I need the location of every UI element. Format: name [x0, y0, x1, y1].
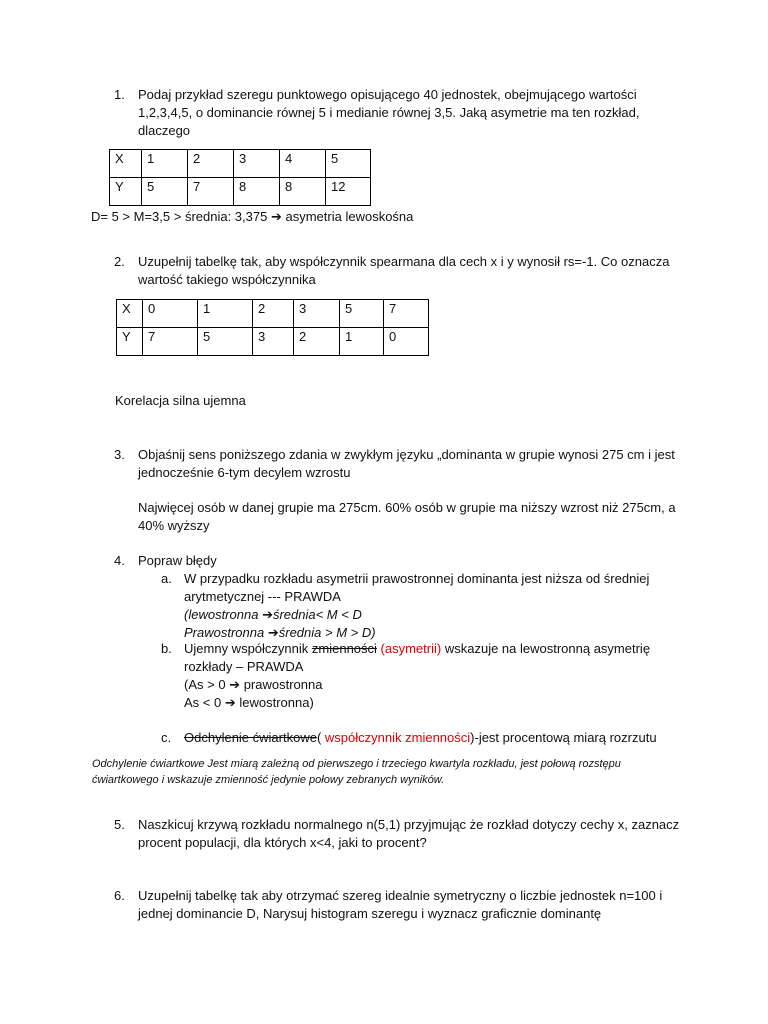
q4a-italic1-post: średnia< M < D	[272, 607, 362, 622]
arrow-icon: ➔	[229, 677, 241, 692]
q4b-pre: Ujemny współczynnik	[184, 641, 309, 656]
arrow-icon: ➔	[262, 607, 273, 622]
q1-line1: Podaj przykład szeregu punktowego opisującego 40 jednostek, obejmującego wartości	[138, 87, 637, 102]
q4b-line4	[184, 694, 704, 712]
q4b-correction: (asymetrii)	[380, 641, 442, 656]
q1-text	[138, 86, 698, 140]
q6-line1: Uzupełnij tabelkę tak aby otrzymać szereg idealnie symetryczny o liczbie jednostek n=100 i	[138, 888, 663, 903]
q4-note	[92, 756, 692, 788]
table-cell: 5	[142, 178, 188, 206]
arrow-icon: ➔	[224, 695, 236, 710]
q4b-line2: rozkłady – PRAWDA	[184, 659, 304, 674]
table-cell: 3	[294, 300, 340, 328]
q4b-struck: zmienności	[311, 641, 377, 656]
q5-text	[138, 816, 698, 852]
q6-line2: jednej dominancie D, Narysuj histogram szeregu i wyznacz graficznie dominantę	[138, 906, 602, 921]
table-cell: 5	[340, 300, 384, 328]
table-cell: 4	[280, 150, 326, 178]
table-cell: 0	[384, 328, 429, 356]
table-cell: 8	[280, 178, 326, 206]
arrow-icon: ➔	[270, 209, 282, 224]
q4-note-line1: Odchylenie ćwiartkowe Jest miarą zależną od pierwszego i trzeciego kwartyla rozkładu, jest połową rozstępu	[92, 758, 621, 770]
q5-line1: Naszkicuj krzywą rozkładu normalnego n(5,1) przyjmując że rozkład dotyczy cechy x, zaznacz	[138, 817, 680, 832]
q4b-line3-post: prawostronna	[243, 677, 323, 692]
table-cell: 12	[326, 178, 371, 206]
q1-answer	[91, 208, 413, 226]
q4b-letter: b.	[161, 641, 172, 656]
q4c-text	[184, 729, 704, 747]
q4a-line1: W przypadku rozkładu asymetrii prawostronnej dominanta jest niższa od średniej	[184, 571, 650, 586]
table-cell: 7	[188, 178, 234, 206]
q3-answer	[138, 499, 698, 535]
table-cell: Y	[110, 178, 142, 206]
table-row	[110, 150, 371, 178]
q4b-line3-pre: (As > 0	[184, 677, 226, 692]
q3-line1: Objaśnij sens poniższego zdania w zwykłym języku „dominanta w grupie wynosi 275 cm i jest	[138, 447, 675, 462]
q4-title: Popraw błędy	[138, 553, 217, 568]
table-cell: 8	[234, 178, 280, 206]
table-cell: 1	[340, 328, 384, 356]
table-cell: 7	[143, 328, 198, 356]
q4a-italic1	[184, 606, 704, 624]
q4c-paren: (	[316, 730, 322, 745]
table-cell: 5	[326, 150, 371, 178]
table-cell: 7	[384, 300, 429, 328]
q3-answer-line1: Najwięcej osób w danej grupie ma 275cm. 60% osób w grupie ma niższy wzrost niż 275cm, a	[138, 500, 676, 515]
q4b-text	[184, 640, 704, 712]
table-cell: Y	[117, 328, 143, 356]
table-cell: 5	[198, 328, 253, 356]
q1-line2: 1,2,3,4,5, o dominancie równej 5 i medianie równej 3,5. Jaką asymetrie ma ten rozkład,	[138, 105, 640, 120]
q4a-letter: a.	[161, 571, 172, 586]
arrow-icon: ➔	[267, 625, 279, 640]
q3-line2: jednocześnie 6-tym decylem wzrostu	[138, 465, 351, 480]
q3-text	[138, 446, 698, 482]
q4c-struck: Odchylenie ćwiartkowe	[184, 730, 317, 745]
q4b-line1	[184, 640, 704, 658]
q4b-line3	[184, 676, 704, 694]
q4b-post: wskazuje na lewostronną asymetrię	[444, 641, 651, 656]
table-cell: X	[117, 300, 143, 328]
q2-number: 2.	[114, 254, 125, 269]
q1-number: 1.	[114, 87, 125, 102]
q4b-line4-pre: As < 0	[184, 695, 222, 710]
q4a-italic2-pre: Prawostronna	[184, 625, 265, 640]
q2-line2: wartość takiego współczynnika	[138, 272, 316, 287]
q1-table	[109, 149, 371, 206]
q4c-letter: c.	[161, 730, 172, 745]
table-cell: X	[110, 150, 142, 178]
q2-text	[138, 253, 698, 289]
q2-answer: Korelacja silna ujemna	[115, 393, 246, 408]
table-cell: 1	[142, 150, 188, 178]
q6-number: 6.	[114, 888, 125, 903]
q4a-line2: arytmetycznej --- PRAWDA	[184, 589, 341, 604]
table-cell: 2	[188, 150, 234, 178]
q4c-post: )-jest procentową miarą rozrzutu	[470, 730, 657, 745]
table-cell: 3	[253, 328, 294, 356]
q2-table	[116, 299, 429, 356]
q4-note-line2: ćwiartkowego i wskazuje zmienność jedynie połowy zebranych wyników.	[92, 774, 445, 786]
q4-number: 4.	[114, 553, 125, 568]
q4a-text	[184, 570, 704, 642]
q1-line3: dlaczego	[138, 123, 191, 138]
q3-answer-line2: 40% wyższy	[138, 518, 210, 533]
table-row	[117, 328, 429, 356]
table-row	[110, 178, 371, 206]
table-row	[117, 300, 429, 328]
q4a-italic2-post: średnia > M > D)	[278, 625, 376, 640]
table-cell: 1	[198, 300, 253, 328]
q1-answer-pre: D= 5 > M=3,5 > średnia: 3,375	[91, 209, 268, 224]
q4c-correction: współczynnik zmienności	[324, 730, 471, 745]
table-cell: 2	[253, 300, 294, 328]
table-cell: 2	[294, 328, 340, 356]
q4a-italic1-pre: (lewostronna	[184, 607, 259, 622]
q3-number: 3.	[114, 447, 125, 462]
q5-number: 5.	[114, 817, 125, 832]
q6-text	[138, 887, 698, 923]
q4b-line4-post: lewostronna)	[239, 695, 314, 710]
q5-line2: procent populacji, dla których x<4, jaki to procent?	[138, 835, 427, 850]
q2-line1: Uzupełnij tabelkę tak, aby współczynnik spearmana dla cech x i y wynosił rs=-1. Co oznacza	[138, 254, 670, 269]
q1-answer-post: asymetria lewoskośna	[285, 209, 414, 224]
table-cell: 0	[143, 300, 198, 328]
table-cell: 3	[234, 150, 280, 178]
